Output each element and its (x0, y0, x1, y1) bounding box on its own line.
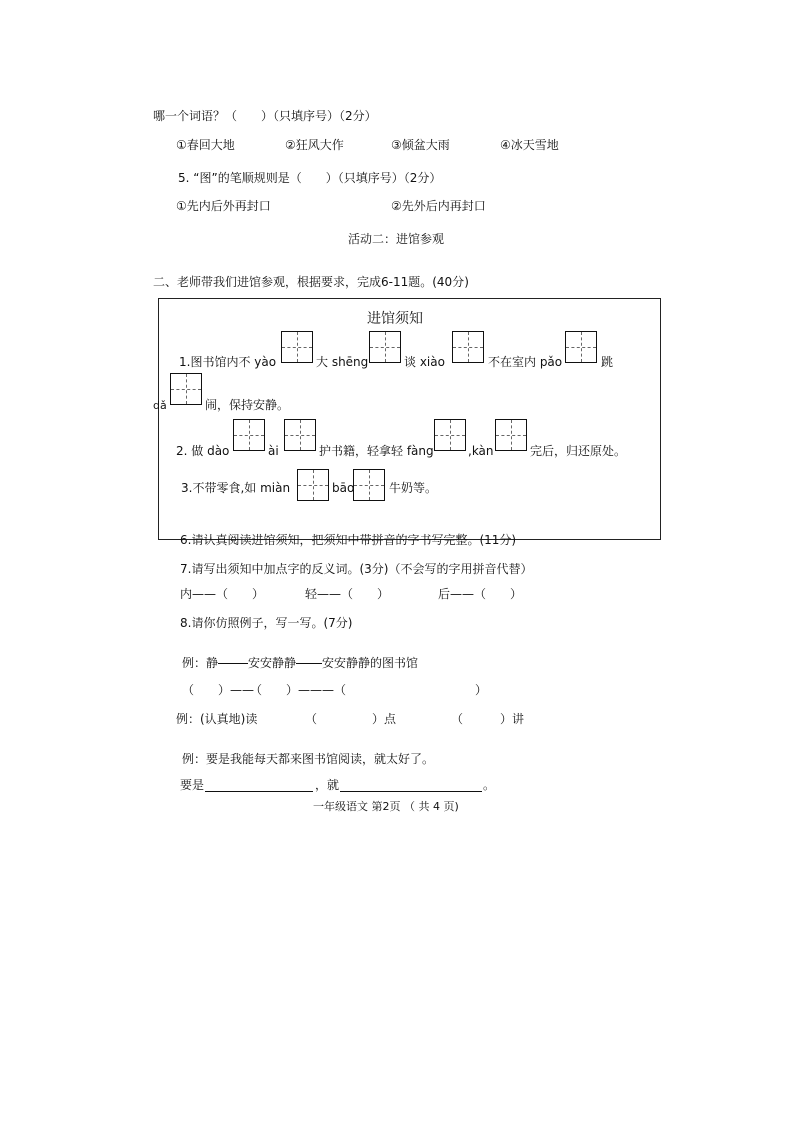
q8-blank1-c: ） (475, 683, 488, 697)
q8-example2-e: ）讲 (500, 712, 525, 726)
answer-line[interactable] (340, 791, 482, 792)
q8-blank3-b: ，就 (315, 778, 340, 792)
notice-line1-d: 不在室内 pǎo (488, 355, 563, 369)
char-box[interactable] (369, 331, 401, 363)
q8-question-text: 8.请你仿照例子，写一写。(7分) (180, 616, 353, 630)
q4-option-2: ②狂风大作 (285, 138, 344, 152)
notice-line2-d: ,kàn (468, 444, 494, 458)
q8-example2-d[interactable]: （ (451, 712, 464, 726)
q8-example1-a: 例：静 (182, 656, 219, 670)
q8-example1-c: 安安静静的图书馆 (322, 656, 419, 670)
q8-example2-c: ）点 (372, 712, 397, 726)
notice-line2-b: ài (268, 444, 279, 458)
q8-example1-b: 安安静静 (248, 656, 297, 670)
notice-line1-a: 1.图书馆内不 yào (179, 355, 277, 369)
q5-option-2: ②先外后内再封口 (391, 199, 486, 213)
dash-line (218, 663, 248, 664)
q7-item-1[interactable]: 内——（ ） (180, 587, 265, 601)
activity-title: 活动二：进馆参观 (348, 232, 445, 246)
q4-option-4: ④冰天雪地 (500, 138, 559, 152)
notice-line1-c: 谈 xiào (404, 355, 445, 369)
section2-title: 二、老师带我们进馆参观，根据要求，完成6-11题。(40分) (153, 275, 469, 289)
notice-line1b-b: 闹，保持安静。 (205, 398, 290, 412)
notice-line1-b: 大 shēng (316, 355, 369, 369)
q5-question-text: 5. “图”的笔顺规则是（ ）（只填序号）（2分） (178, 171, 442, 185)
q8-blank1-a[interactable]: （ ）—— (182, 683, 255, 697)
char-box[interactable] (565, 331, 597, 363)
notice-line2-e: 完后，归还原处。 (530, 444, 627, 458)
char-box[interactable] (284, 419, 316, 451)
char-box[interactable] (353, 469, 385, 501)
q8-example3: 例：要是我能每天都来图书馆阅读，就太好了。 (182, 752, 435, 766)
q8-example2-b[interactable]: （ (305, 712, 318, 726)
q4-option-3: ③倾盆大雨 (391, 138, 450, 152)
q5-option-1: ①先内后外再封口 (176, 199, 271, 213)
char-box[interactable] (434, 419, 466, 451)
char-box[interactable] (297, 469, 329, 501)
answer-line[interactable] (205, 791, 313, 792)
q8-blank1-b[interactable]: （ ）———（ (250, 683, 347, 697)
notice-line3-c: 牛奶等。 (389, 481, 438, 495)
q7-question-text: 7.请写出须知中加点字的反义词。(3分)（不会写的字用拼音代替） (180, 562, 533, 576)
notice-line1b-a: dǎ (153, 399, 167, 412)
q7-item-2[interactable]: 轻——（ ） (305, 587, 390, 601)
dash-line (296, 663, 322, 664)
q8-example2-a: 例：(认真地)读 (176, 712, 258, 726)
char-box[interactable] (452, 331, 484, 363)
notice-line2-a: 2. 做 dào (176, 444, 230, 458)
char-box[interactable] (495, 419, 527, 451)
q7-item-3[interactable]: 后——（ ） (438, 587, 523, 601)
char-box[interactable] (170, 373, 202, 405)
notice-line2-c: 护书籍，轻拿轻 fàng (319, 444, 434, 458)
char-box[interactable] (233, 419, 265, 451)
q4-question-text: 哪一个词语？（ ）（只填序号）（2分） (153, 109, 377, 123)
notice-title: 进馆须知 (367, 311, 423, 327)
q4-option-1: ①春回大地 (176, 138, 235, 152)
page-footer: 一年级语文 第2页 （ 共 4 页) (313, 800, 459, 813)
notice-line3-b: bāo (332, 481, 355, 495)
q8-blank3-a: 要是 (180, 778, 205, 792)
q8-blank3-c: 。 (483, 778, 496, 792)
char-box[interactable] (281, 331, 313, 363)
notice-line3-a: 3.不带零食,如 miàn (181, 481, 291, 495)
q6-question-text: 6.请认真阅读进馆须知，把须知中带拼音的字书写完整。(11分) (180, 533, 517, 547)
notice-line1-e: 跳 (601, 355, 614, 369)
